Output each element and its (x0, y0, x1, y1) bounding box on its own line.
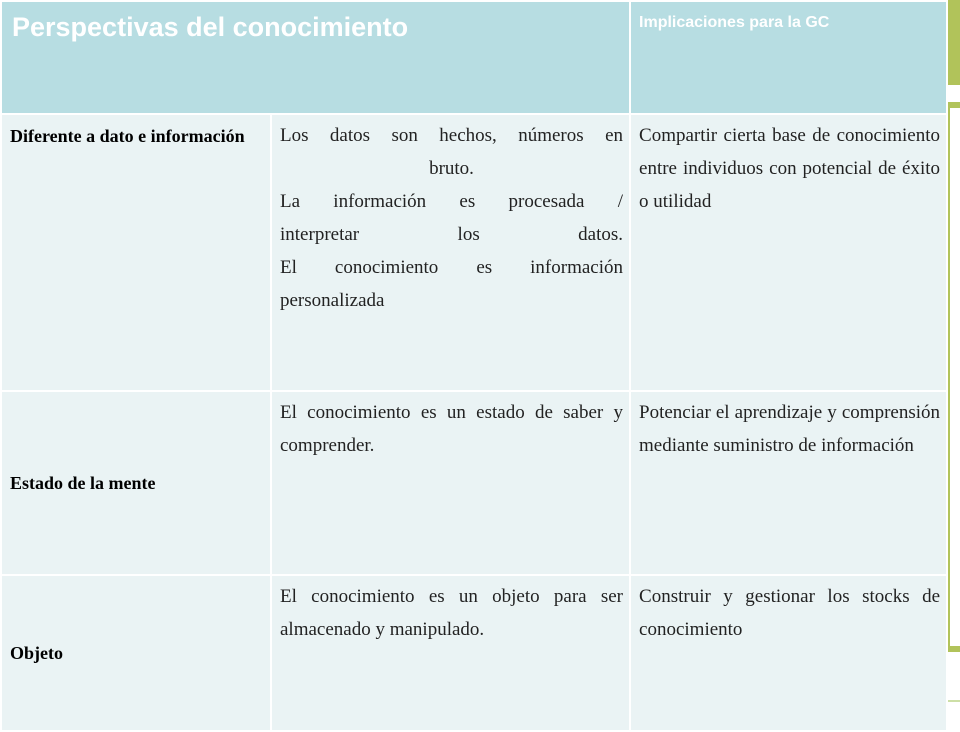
implications-header: Implicaciones para la GC (630, 1, 947, 114)
table-row (1, 114, 947, 391)
description-line: bruto. (429, 158, 474, 179)
right-accent-inner (950, 108, 960, 646)
perspective-cell (1, 114, 271, 391)
description-cell (271, 391, 630, 575)
table-header-row (1, 1, 947, 114)
implication-text: Construir y gestionar los stocks de conocimiento (639, 586, 941, 640)
description-cell (271, 114, 630, 391)
implication-cell (630, 114, 947, 391)
perspective-cell (1, 391, 271, 575)
description-cell (271, 575, 630, 731)
perspective-label: Diferente a dato e información (10, 126, 245, 146)
table-title: Perspectivas del conocimiento (1, 1, 630, 114)
perspective-cell (1, 575, 271, 731)
description-line: El conocimiento es información (280, 257, 624, 278)
description-line: La información es procesada / (280, 191, 624, 212)
description-line: interpretar los datos. (280, 224, 624, 245)
implication-text: Compartir cierta base de conocimiento entre individuos con potencial de éxito o utilidad (639, 125, 941, 212)
implication-cell (630, 391, 947, 575)
description-line: Los datos son hechos, números en (280, 125, 624, 146)
implication-text: Potenciar el aprendizaje y comprensión mediante suministro de información (639, 402, 941, 456)
perspective-label: Objeto (10, 643, 63, 663)
description-text: El conocimiento es un estado de saber y comprender. (280, 402, 624, 456)
description-text: El conocimiento es un objeto para ser almacenado y manipulado. (280, 586, 624, 640)
perspective-label: Estado de la mente (10, 473, 156, 493)
table-row (1, 575, 947, 731)
table-row (1, 391, 947, 575)
description-line: personalizada (280, 290, 385, 311)
implication-cell (630, 575, 947, 731)
